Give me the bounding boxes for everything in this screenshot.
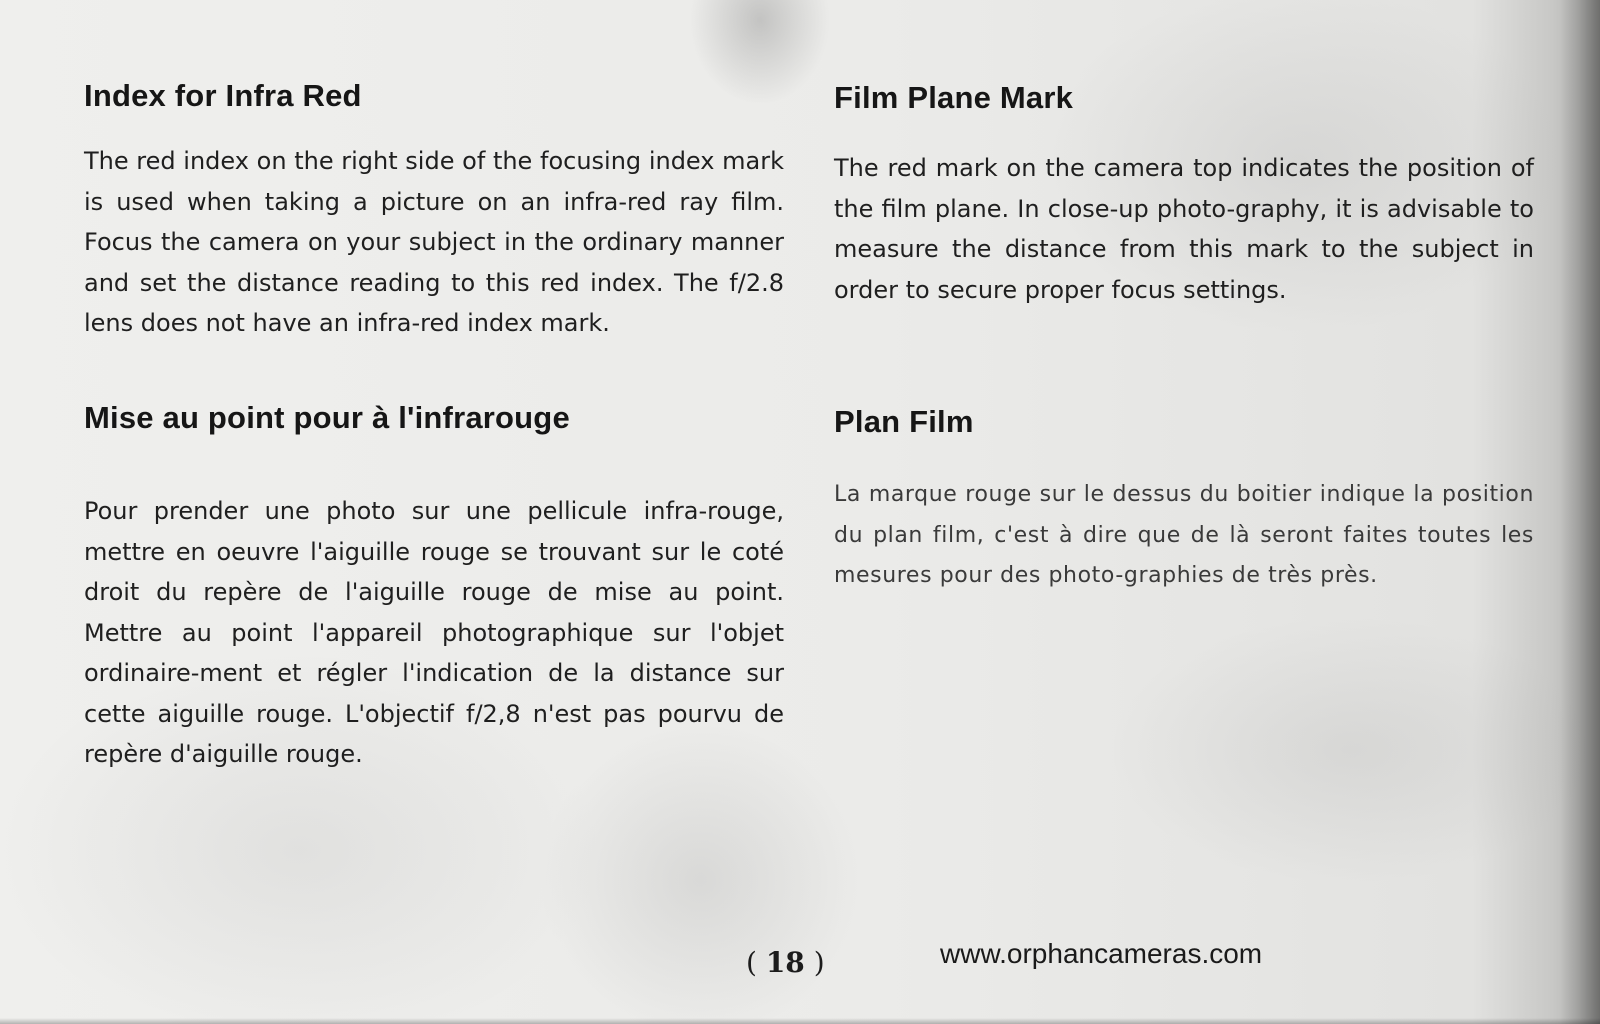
heading-index-for-infra-red: Index for Infra Red	[84, 78, 362, 113]
page-number-open-paren: (	[746, 946, 766, 979]
page-number-value: 18	[765, 946, 805, 979]
spine-shadow	[1560, 0, 1600, 1024]
left-column-body-en	[84, 141, 784, 344]
left-column-heading-fr	[84, 400, 784, 436]
paragraph-film-plane-mark: The red mark on the camera top indicates the position of the film plane. In close-up photo-graphy, it is advisable to measure the distance from this mark to the subject in order to secure proper focus settings.	[834, 154, 1534, 304]
paragraph-mise-au-point: Pour prender une photo sur une pellicule infra-rouge, mettre en oeuvre l'aiguille rouge se trouvant sur le coté droit du repère de l'aiguille rouge de mise au point. Mettre au point l'appareil photographique sur l'objet ordinaire-ment et régler l'indication de la distance sur cette aiguille rouge. L'objectif f/2,8 n'est pas pourvu de repère d'aiguille rouge.	[84, 497, 784, 768]
left-column-body-fr	[84, 491, 784, 775]
left-column-heading-en	[84, 78, 784, 114]
website-url: www.orphancameras.com	[940, 938, 1263, 969]
paragraph-index-for-infra-red: The red index on the right side of the focusing index mark is used when taking a picture on an infra-red ray film. Focus the camera on your subject in the ordinary manner and set the distance reading to this red index. The f/2.8 lens does not have an infra-red index mark.	[84, 147, 784, 337]
page-bottom-edge	[0, 1018, 1600, 1024]
heading-plan-film: Plan Film	[834, 404, 974, 439]
page-number	[746, 946, 825, 979]
right-column-heading-en	[834, 80, 1534, 116]
right-column-heading-fr	[834, 404, 1534, 440]
page-number-close-paren: )	[804, 946, 825, 979]
heading-mise-au-point: Mise au point pour à l'infrarouge	[84, 400, 570, 435]
right-column-body-fr	[834, 475, 1534, 597]
right-column-body-en	[834, 148, 1534, 310]
heading-film-plane-mark: Film Plane Mark	[834, 80, 1074, 115]
paragraph-plan-film: La marque rouge sur le dessus du boitier indique la position du plan film, c'est à dire que de là seront faites toutes les mesures pour des photo-graphies de très près.	[834, 482, 1534, 588]
